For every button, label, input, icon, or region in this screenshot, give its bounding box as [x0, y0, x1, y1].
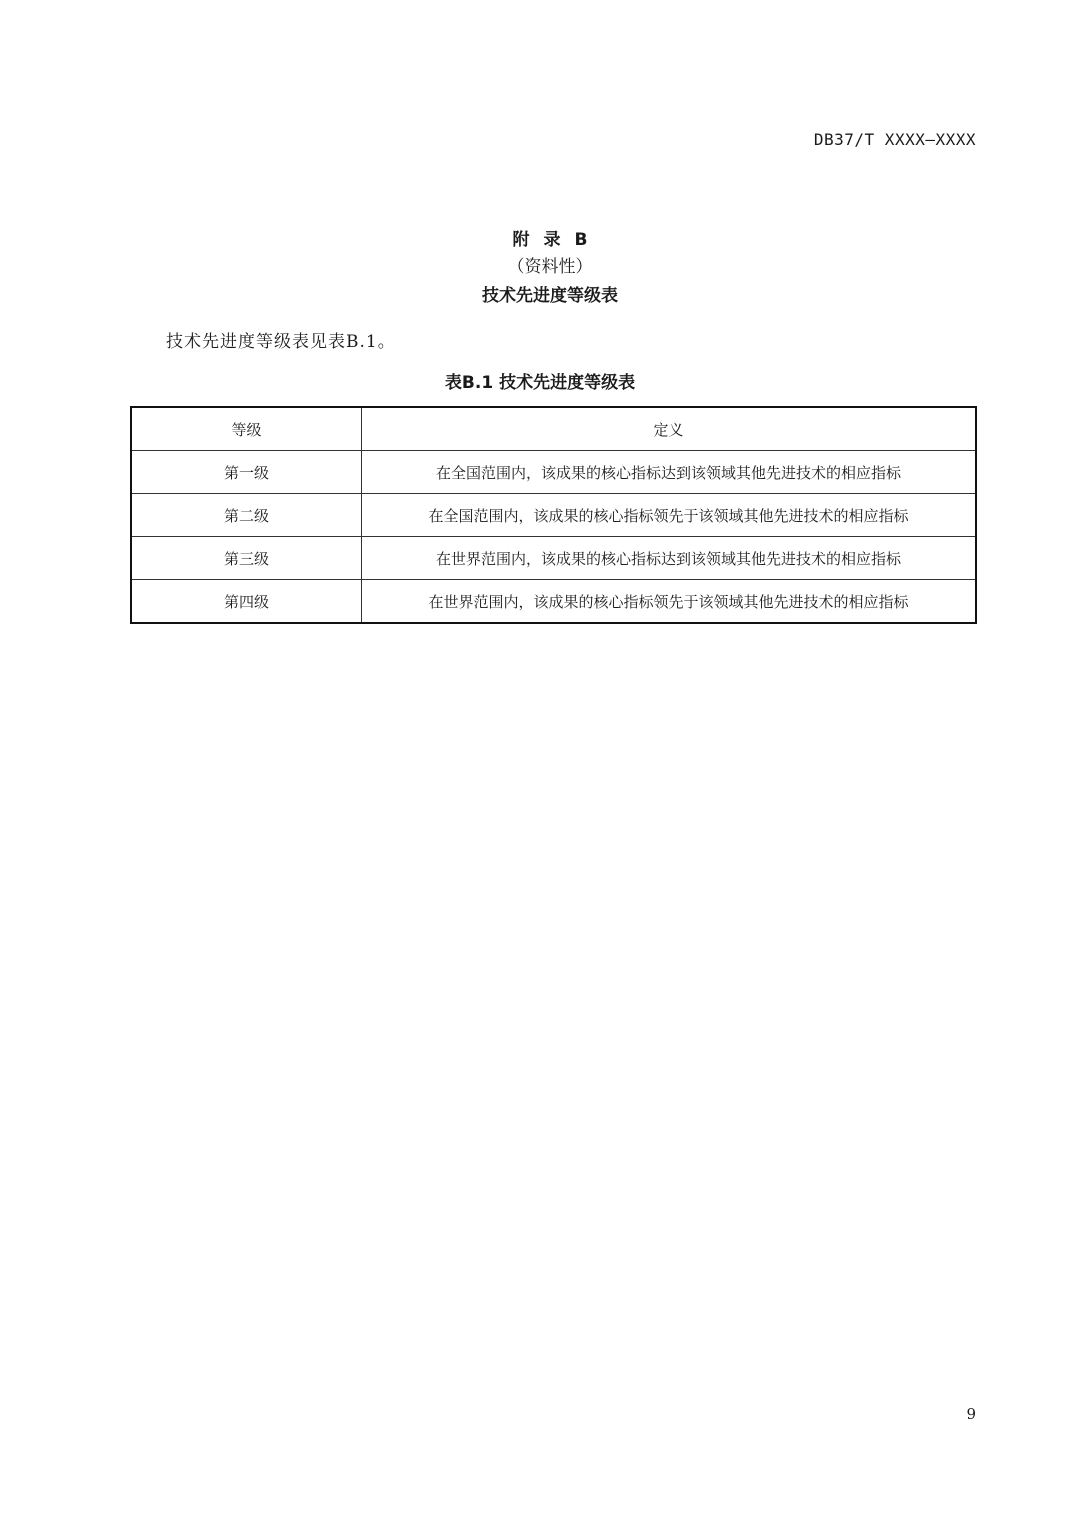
- table-row: [131, 494, 976, 537]
- cell-definition: 在全国范围内，该成果的核心指标达到该领域其他先进技术的相应指标: [362, 451, 977, 494]
- grade-table: [130, 406, 977, 624]
- appendix-nature: （资料性）: [507, 257, 593, 277]
- cell-level: 第四级: [131, 580, 362, 624]
- intro-paragraph: 技术先进度等级表见表B.1。: [166, 332, 396, 352]
- appendix-title: 附录B: [512, 230, 602, 250]
- standard-code: DB37/T XXXX—XXXX: [813, 130, 976, 149]
- table-row: [131, 580, 976, 624]
- cell-definition: 在全国范围内，该成果的核心指标领先于该领域其他先进技术的相应指标: [362, 494, 977, 537]
- cell-level: 第一级: [131, 451, 362, 494]
- table-header-row: [131, 407, 976, 451]
- table-row: [131, 537, 976, 580]
- appendix-heading: 技术先进度等级表: [482, 286, 618, 306]
- cell-definition: 在世界范围内，该成果的核心指标领先于该领域其他先进技术的相应指标: [362, 580, 977, 624]
- appendix-header: [0, 228, 1080, 310]
- cell-level: 第二级: [131, 494, 362, 537]
- column-header-level: 等级: [131, 407, 362, 451]
- table-row: [131, 451, 976, 494]
- cell-level: 第三级: [131, 537, 362, 580]
- column-header-definition: 定义: [362, 407, 977, 451]
- page-number: 9: [966, 1405, 976, 1423]
- table-caption: 表B.1 技术先进度等级表: [444, 373, 636, 393]
- cell-definition: 在世界范围内，该成果的核心指标达到该领域其他先进技术的相应指标: [362, 537, 977, 580]
